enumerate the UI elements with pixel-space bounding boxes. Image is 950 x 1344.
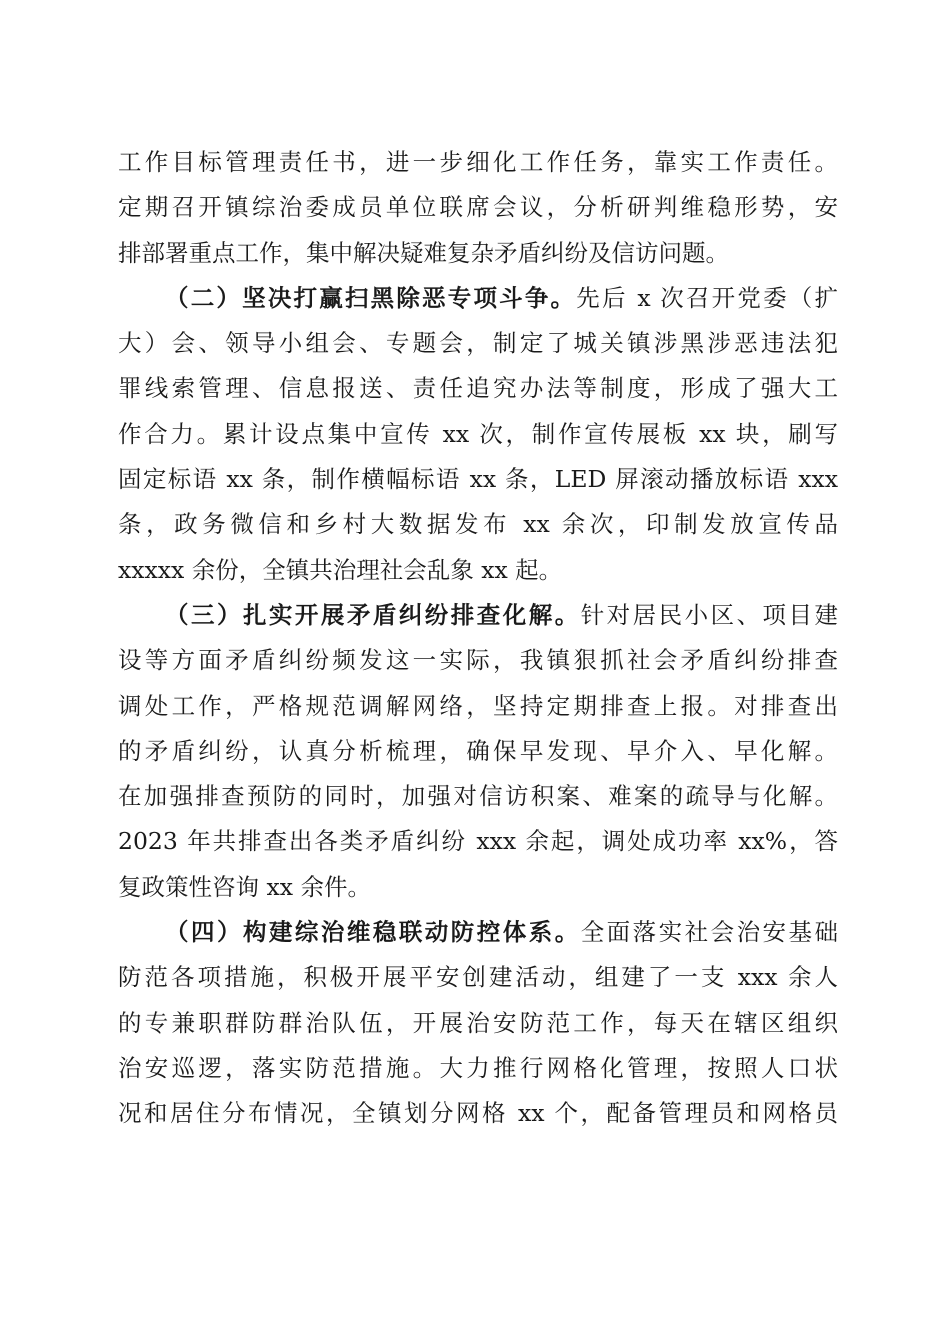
text-run: 全面落实社会治安基础 bbox=[580, 918, 839, 947]
text-line: 定期召开镇综治委成员单位联席会议，分析研判维稳形势，安 bbox=[118, 193, 838, 222]
body-text bbox=[118, 140, 838, 1137]
section-heading: （二）坚决打赢扫黑除恶专项斗争。 bbox=[165, 283, 577, 312]
text-line: 设等方面矛盾纠纷频发这一实际，我镇狠抓社会矛盾纠纷排查 bbox=[118, 646, 838, 675]
section-heading: （三）扎实开展矛盾纠纷排查化解。 bbox=[165, 600, 581, 629]
text-line: 复政策性咨询 xx 余件。 bbox=[118, 872, 371, 901]
text-line: 况和居住分布情况，全镇划分网格 xx 个，配备管理员和网格员 bbox=[118, 1099, 838, 1128]
text-line: 条，政务微信和乡村大数据发布 xx 余次，印制发放宣传品 bbox=[118, 510, 838, 539]
text-run: 先后 x 次召开党委（扩 bbox=[576, 283, 838, 312]
text-line: 排部署重点工作，集中解决疑难复杂矛盾纠纷及信访问题。 bbox=[118, 238, 729, 267]
text-line: 治安巡逻，落实防范措施。大力推行网格化管理，按照人口状 bbox=[118, 1053, 838, 1082]
section-heading-line bbox=[118, 593, 838, 638]
text-line: 的矛盾纠纷，认真分析梳理，确保早发现、早介入、早化解。 bbox=[118, 736, 838, 765]
text-line: 作合力。累计设点集中宣传 xx 次，制作宣传展板 xx 块，刷写 bbox=[118, 419, 838, 448]
text-line: 调处工作，严格规范调解网络，坚持定期排查上报。对排查出 bbox=[118, 691, 838, 720]
section-heading-line bbox=[118, 910, 838, 955]
section-heading-line bbox=[118, 276, 838, 321]
text-line: 固定标语 xx 条，制作横幅标语 xx 条，LED 屏滚动播放标语 xxx bbox=[118, 465, 838, 494]
text-line: 2023 年共排查出各类矛盾纠纷 xxx 余起，调处成功率 xx%，答 bbox=[118, 827, 838, 856]
text-run: 针对居民小区、项目建 bbox=[580, 600, 839, 629]
text-line: 的专兼职群防群治队伍，开展治安防范工作，每天在辖区组织 bbox=[118, 1008, 838, 1037]
text-line: 大）会、领导小组会、专题会，制定了城关镇涉黑涉恶违法犯 bbox=[118, 329, 838, 358]
text-line: xxxxx 余份，全镇共治理社会乱象 xx 起。 bbox=[118, 555, 563, 584]
text-line: 罪线索管理、信息报送、责任追究办法等制度，形成了强大工 bbox=[118, 374, 838, 403]
section-heading: （四）构建综治维稳联动防控体系。 bbox=[165, 918, 581, 947]
text-line: 在加强排查预防的同时，加强对信访积案、难案的疏导与化解。 bbox=[118, 782, 838, 811]
text-line: 防范各项措施，积极开展平安创建活动，组建了一支 xxx 余人 bbox=[118, 963, 838, 992]
text-line: 工作目标管理责任书，进一步细化工作任务，靠实工作责任。 bbox=[118, 148, 838, 176]
